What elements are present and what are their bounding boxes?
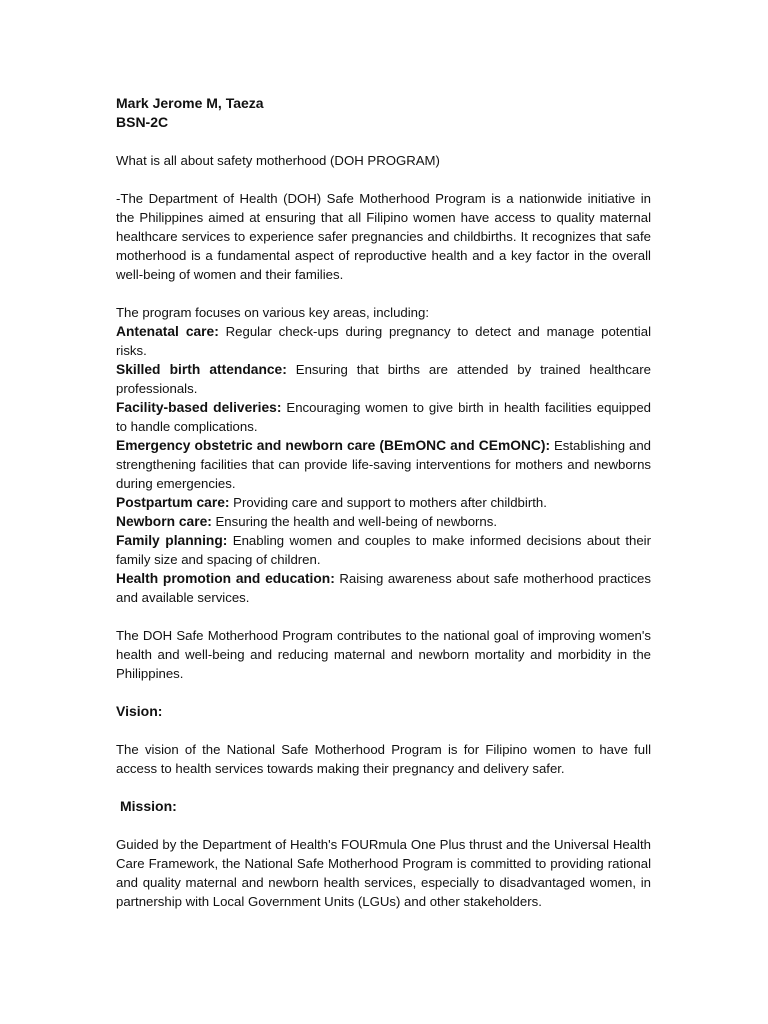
- key-area-term: Emergency obstetric and newborn care (BEmONC and CEmONC):: [116, 438, 551, 453]
- intro-paragraph: -The Department of Health (DOH) Safe Motherhood Program is a nationwide initiative in the Philippines aimed at ensuring that all Filipino women have access to quality maternal healthcare services to experience safer pregnancies and childbirths. It recognizes that safe motherhood is a fundamental aspect of reproductive health and a key factor in the overall well-being of women and their families.: [116, 191, 651, 282]
- vision-paragraph: The vision of the National Safe Motherhood Program is for Filipino women to have full access to health services towards making their pregnancy and delivery safer.: [116, 742, 651, 776]
- spacer: [116, 170, 651, 189]
- document-page: [116, 94, 651, 911]
- key-area-term: Antenatal care:: [116, 324, 219, 339]
- spacer: [116, 683, 651, 702]
- key-area-desc: Ensuring that births are attended by trained healthcare professionals.: [116, 362, 651, 396]
- key-area-term: Newborn care:: [116, 514, 212, 529]
- key-area-desc: Encouraging women to give birth in health facilities equipped to handle complications.: [116, 400, 651, 434]
- key-area-term: Health promotion and education:: [116, 571, 335, 586]
- vision-heading: Vision:: [116, 703, 163, 719]
- spacer: [116, 816, 651, 835]
- contribution-paragraph: The DOH Safe Motherhood Program contributes to the national goal of improving women's health and well-being and reducing maternal and newborn mortality and morbidity in the Philippines.: [116, 628, 651, 681]
- key-area-desc: Raising awareness about safe motherhood practices and available services.: [116, 571, 651, 605]
- key-area-desc: Regular check-ups during pregnancy to detect and manage potential risks.: [116, 324, 651, 358]
- focus-intro: The program focuses on various key areas, including:: [116, 305, 429, 320]
- spacer: [116, 284, 651, 303]
- key-area-item: [116, 322, 651, 360]
- spacer: [116, 721, 651, 740]
- key-area-item: [116, 436, 651, 493]
- mission-paragraph: Guided by the Department of Health's FOURmula One Plus thrust and the Universal Health Care Framework, the National Safe Motherhood Program is committed to providing rational and quality maternal and newborn health services, especially to disadvantaged women, in partnership with Local Government Units (LGUs) and other stakeholders.: [116, 837, 651, 909]
- author-name: Mark Jerome M, Taeza: [116, 95, 264, 111]
- class-section: BSN-2C: [116, 114, 169, 130]
- key-area-item: [116, 569, 651, 607]
- key-area-item: [116, 398, 651, 436]
- key-area-item: [116, 493, 651, 512]
- key-area-desc: Enabling women and couples to make informed decisions about their family size and spacing of children.: [116, 533, 651, 567]
- key-area-term: Facility-based deliveries:: [116, 400, 282, 415]
- spacer: [116, 607, 651, 626]
- key-area-desc: Establishing and strengthening facilities that can provide life-saving interventions for mothers and newborns during emergencies.: [116, 438, 651, 491]
- key-areas-list: [116, 322, 651, 607]
- key-area-term: Family planning:: [116, 533, 228, 548]
- spacer: [116, 778, 651, 797]
- key-area-term: Skilled birth attendance:: [116, 362, 287, 377]
- key-area-item: [116, 512, 651, 531]
- key-area-item: [116, 531, 651, 569]
- mission-heading: Mission:: [120, 798, 177, 814]
- key-area-desc: Providing care and support to mothers after childbirth.: [229, 495, 547, 510]
- question-line: What is all about safety motherhood (DOH PROGRAM): [116, 153, 440, 168]
- key-area-item: [116, 360, 651, 398]
- key-area-term: Postpartum care:: [116, 495, 230, 510]
- key-area-desc: Ensuring the health and well-being of newborns.: [211, 514, 498, 529]
